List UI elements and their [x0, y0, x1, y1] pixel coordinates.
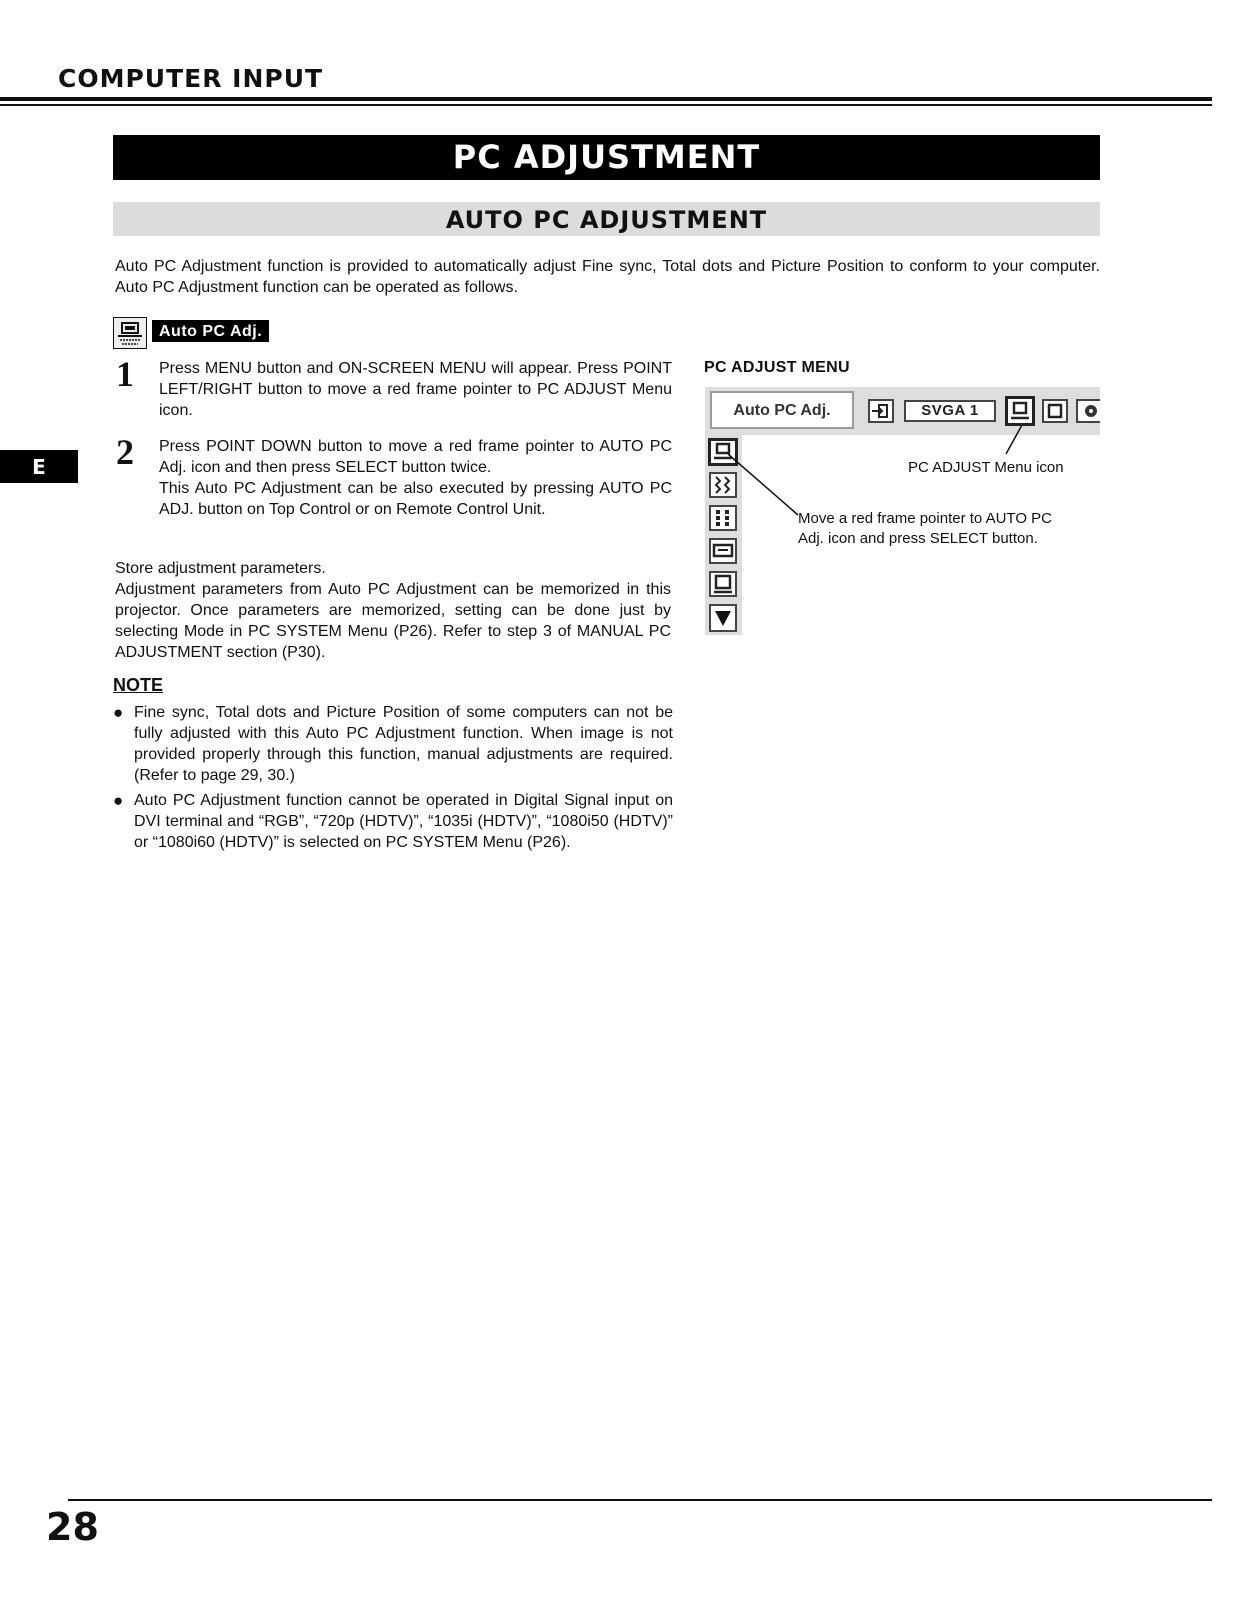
step-2-text-line1: Press POINT DOWN button to move a red frame pointer to AUTO PC Adj. icon and then press SELECT button twice.: [159, 438, 672, 476]
step-1-number: 1: [116, 354, 134, 394]
step-1-text: Press MENU button and ON-SCREEN MENU will appear. Press POINT LEFT/RIGHT button to move a red frame pointer to PC ADJUST Menu icon.: [159, 360, 672, 419]
footer-rule: [68, 1499, 1212, 1501]
note-heading: NOTE: [113, 675, 164, 695]
page-number: 28: [46, 1505, 99, 1549]
note-bullet-2: Auto PC Adjustment function cannot be operated in Digital Signal input on DVI terminal and “RGB”, “720p (HDTV)”, “1035i (HDTV)”, “1080i50 (HDTV)” or “1080i60 (HDTV)” is selected on PC SYSTEM Menu (P26).: [134, 792, 673, 851]
note-bullet-2-dot: ●: [113, 791, 124, 810]
page-subtitle: AUTO PC ADJUSTMENT: [113, 202, 1100, 236]
section-header: COMPUTER INPUT: [58, 64, 324, 93]
caption-pointer-line2: Adj. icon and press SELECT button.: [798, 530, 1038, 547]
caption-menu-icon: PC ADJUST Menu icon: [908, 459, 1064, 476]
language-tab: E: [0, 450, 78, 483]
osd-title-box: Auto PC Adj.: [710, 391, 854, 429]
store-paragraph: Adjustment parameters from Auto PC Adjustment can be memorized in this projector. Once parameters are memorized, setting can be done just by selecting Mode in PC SYSTEM Menu (P26). Refer to step 3 of MANUAL PC ADJUSTMENT section (P30).: [115, 581, 671, 661]
osd-heading: PC ADJUST MENU: [704, 359, 850, 376]
caption-pointer-line1: Move a red frame pointer to AUTO PC: [798, 510, 1052, 527]
store-heading: Store adjustment parameters.: [115, 560, 326, 577]
step-2-text-line2: This Auto PC Adjustment can be also executed by pressing AUTO PC ADJ. button on Top Control or on Remote Control Unit.: [159, 480, 672, 518]
intro-paragraph: Auto PC Adjustment function is provided to automatically adjust Fine sync, Total dots and Picture Position to conform to your computer. Auto PC Adjustment function can be operated as follows.: [115, 258, 1100, 296]
osd-mode-box: SVGA 1: [904, 400, 996, 422]
note-bullet-1-dot: ●: [113, 703, 124, 722]
auto-pc-adj-badge: Auto PC Adj.: [152, 320, 269, 342]
note-bullet-1: Fine sync, Total dots and Picture Position of some computers can not be fully adjusted with this Auto PC Adjustment function. When image is not provided properly through this function, manual adjustments are required. (Refer to page 29, 30.): [134, 704, 673, 784]
step-2-number: 2: [116, 432, 134, 472]
page-title: PC ADJUSTMENT: [113, 135, 1100, 180]
